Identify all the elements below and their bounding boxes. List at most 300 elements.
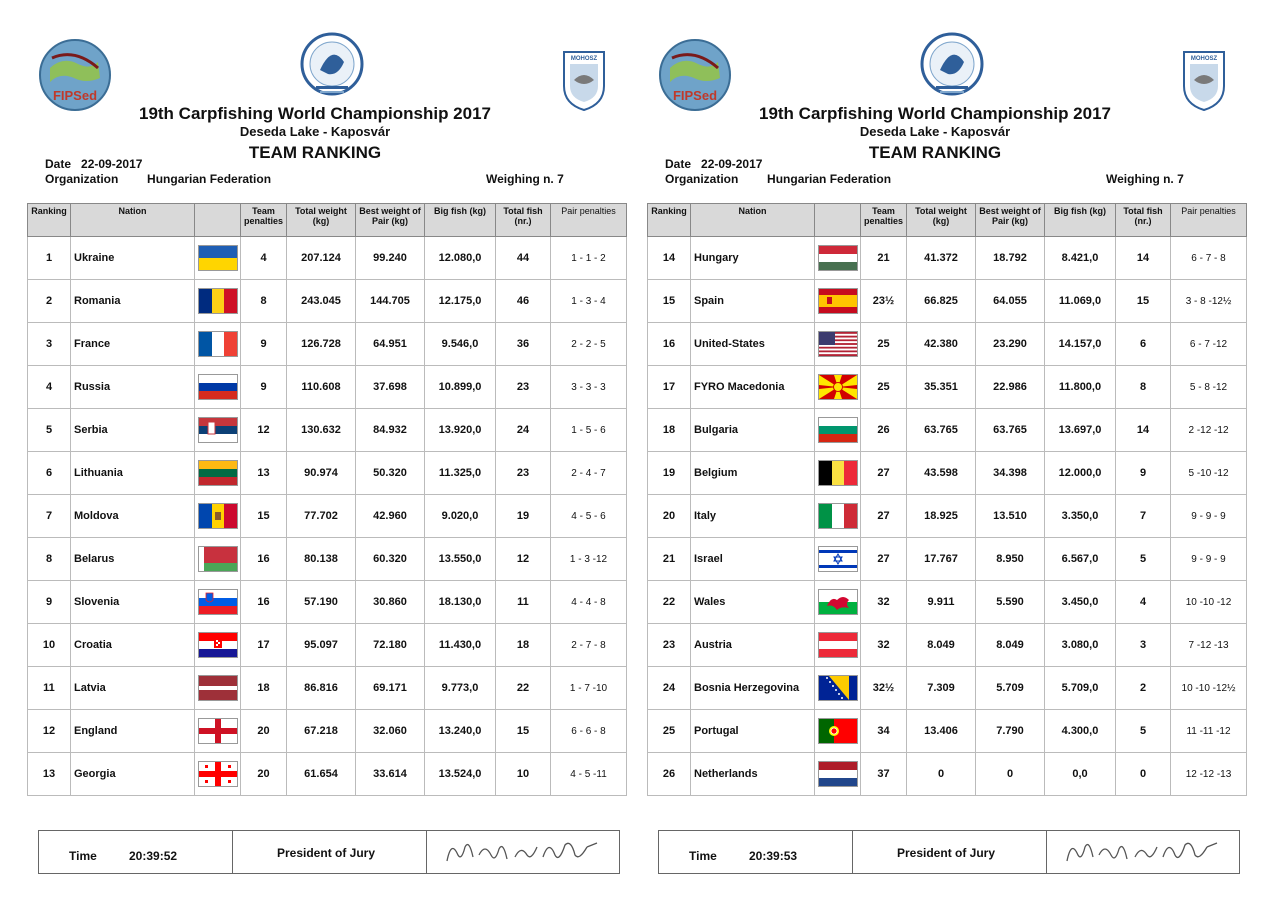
table-row [28, 495, 627, 538]
table-row [648, 538, 1247, 581]
total-fish-cell: 10 [496, 753, 551, 796]
total-fish-cell: 12 [496, 538, 551, 581]
big-fish-cell: 18.130,0 [425, 581, 496, 624]
team-penalties-cell: 37 [861, 753, 907, 796]
team-penalties-cell: 25 [861, 366, 907, 409]
total-weight-cell: 126.728 [287, 323, 356, 366]
president-of-jury-label: President of Jury [897, 846, 996, 860]
rank-cell: 11 [28, 667, 71, 710]
col-flag [815, 204, 861, 237]
jury-signature [437, 835, 607, 874]
nation-cell: Bosnia Herzegovina [691, 667, 815, 710]
flag-cell [815, 452, 861, 495]
jury-footer [658, 830, 1240, 874]
big-fish-cell: 12.000,0 [1045, 452, 1116, 495]
total-weight-cell: 41.372 [907, 237, 976, 280]
best-weight-pair-cell: 144.705 [356, 280, 425, 323]
col-nation: Nation [71, 204, 195, 237]
moldova-flag-icon [199, 504, 237, 528]
total-weight-cell: 243.045 [287, 280, 356, 323]
table-row [648, 581, 1247, 624]
nation-cell: Latvia [71, 667, 195, 710]
team-penalties-cell: 4 [241, 237, 287, 280]
big-fish-cell: 12.175,0 [425, 280, 496, 323]
nation-cell: Hungary [691, 237, 815, 280]
team-penalties-cell: 23½ [861, 280, 907, 323]
nation-cell: Russia [71, 366, 195, 409]
table-row [648, 237, 1247, 280]
col-ranking: Ranking [648, 204, 691, 237]
georgia-flag-icon [199, 762, 237, 786]
pair-penalties-cell: 5 - 8 -12 [1171, 366, 1247, 409]
table-row [28, 366, 627, 409]
big-fish-cell: 13.920,0 [425, 409, 496, 452]
total-fish-cell: 8 [1116, 366, 1171, 409]
pair-penalties-cell: 12 -12 -13 [1171, 753, 1247, 796]
ranking-rows [648, 237, 1247, 796]
pair-penalties-cell: 7 -12 -13 [1171, 624, 1247, 667]
flag-cell [195, 581, 241, 624]
england-flag-icon [199, 719, 237, 743]
austria-flag-icon [819, 633, 857, 657]
organization-value: Hungarian Federation [767, 172, 892, 186]
mohosz-logo [560, 46, 608, 112]
france-flag-icon [199, 332, 237, 356]
flag-cell [815, 237, 861, 280]
rank-cell: 25 [648, 710, 691, 753]
macedonia-flag-icon [819, 375, 857, 399]
pair-penalties-cell: 1 - 1 - 2 [551, 237, 627, 280]
total-fish-cell: 14 [1116, 237, 1171, 280]
col-best-weight-pair: Best weight of Pair (kg) [356, 204, 425, 237]
flag-cell [195, 366, 241, 409]
best-weight-pair-cell: 99.240 [356, 237, 425, 280]
russia-flag-icon [199, 375, 237, 399]
rank-cell: 6 [28, 452, 71, 495]
total-fish-cell: 4 [1116, 581, 1171, 624]
pair-penalties-cell: 11 -11 -12 [1171, 710, 1247, 753]
big-fish-cell: 13.524,0 [425, 753, 496, 796]
rank-cell: 18 [648, 409, 691, 452]
total-weight-cell: 66.825 [907, 280, 976, 323]
total-weight-cell: 61.654 [287, 753, 356, 796]
best-weight-pair-cell: 33.614 [356, 753, 425, 796]
table-row [28, 409, 627, 452]
president-of-jury-label: President of Jury [277, 846, 376, 860]
total-weight-cell: 63.765 [907, 409, 976, 452]
rank-cell: 17 [648, 366, 691, 409]
footer-divider [426, 831, 427, 873]
total-fish-cell: 6 [1116, 323, 1171, 366]
flag-cell [815, 753, 861, 796]
big-fish-cell: 13.240,0 [425, 710, 496, 753]
venue-subtitle: Deseda Lake - Kaposvár [239, 124, 391, 139]
date-line [45, 157, 142, 171]
best-weight-pair-cell: 32.060 [356, 710, 425, 753]
ranking-table [647, 203, 1247, 796]
total-fish-cell: 18 [496, 624, 551, 667]
best-weight-pair-cell: 8.049 [976, 624, 1045, 667]
col-nation: Nation [691, 204, 815, 237]
big-fish-cell: 9.546,0 [425, 323, 496, 366]
rank-cell: 10 [28, 624, 71, 667]
romania-flag-icon [199, 289, 237, 313]
flag-cell [195, 538, 241, 581]
nation-cell: Bulgaria [691, 409, 815, 452]
total-weight-cell: 207.124 [287, 237, 356, 280]
mohosz-logo [1180, 46, 1228, 112]
jury-footer [38, 830, 620, 874]
total-weight-cell: 0 [907, 753, 976, 796]
table-row [28, 237, 627, 280]
total-fish-cell: 5 [1116, 710, 1171, 753]
total-weight-cell: 13.406 [907, 710, 976, 753]
team-penalties-cell: 20 [241, 710, 287, 753]
rank-cell: 13 [28, 753, 71, 796]
team-penalties-cell: 32 [861, 581, 907, 624]
rank-cell: 2 [28, 280, 71, 323]
flag-cell [815, 581, 861, 624]
total-weight-cell: 80.138 [287, 538, 356, 581]
big-fish-cell: 0,0 [1045, 753, 1116, 796]
flag-cell [195, 237, 241, 280]
team-penalties-cell: 21 [861, 237, 907, 280]
big-fish-cell: 8.421,0 [1045, 237, 1116, 280]
flag-cell [195, 280, 241, 323]
nation-cell: France [71, 323, 195, 366]
footer-divider [232, 831, 233, 873]
total-fish-cell: 19 [496, 495, 551, 538]
flag-cell [815, 409, 861, 452]
team-penalties-cell: 27 [861, 538, 907, 581]
ukraine-flag-icon [199, 246, 237, 270]
pair-penalties-cell: 2 - 7 - 8 [551, 624, 627, 667]
championship-emblem [918, 30, 986, 102]
total-weight-cell: 110.608 [287, 366, 356, 409]
time-label: Time [689, 849, 717, 863]
best-weight-pair-cell: 8.950 [976, 538, 1045, 581]
rank-cell: 24 [648, 667, 691, 710]
nation-cell: Netherlands [691, 753, 815, 796]
col-big-fish: Big fish (kg) [1045, 204, 1116, 237]
pair-penalties-cell: 1 - 3 - 4 [551, 280, 627, 323]
total-weight-cell: 77.702 [287, 495, 356, 538]
table-row [28, 538, 627, 581]
best-weight-pair-cell: 34.398 [976, 452, 1045, 495]
flag-cell [195, 495, 241, 538]
total-fish-cell: 24 [496, 409, 551, 452]
col-team-penalties: Team penalties [241, 204, 287, 237]
best-weight-pair-cell: 84.932 [356, 409, 425, 452]
table-row [648, 409, 1247, 452]
best-weight-pair-cell: 69.171 [356, 667, 425, 710]
nation-cell: Austria [691, 624, 815, 667]
pair-penalties-cell: 5 -10 -12 [1171, 452, 1247, 495]
table-row [648, 366, 1247, 409]
big-fish-cell: 11.069,0 [1045, 280, 1116, 323]
team-penalties-cell: 16 [241, 538, 287, 581]
slovenia-flag-icon [199, 590, 237, 614]
ranking-table [27, 203, 627, 796]
best-weight-pair-cell: 7.790 [976, 710, 1045, 753]
date-value: 22-09-2017 [701, 157, 763, 171]
team-penalties-cell: 18 [241, 667, 287, 710]
weighing-number: Weighing n. 7 [486, 172, 564, 186]
flag-cell [815, 280, 861, 323]
bulgaria-flag-icon [819, 418, 857, 442]
nation-cell: Romania [71, 280, 195, 323]
rank-cell: 7 [28, 495, 71, 538]
team-penalties-cell: 34 [861, 710, 907, 753]
flag-cell [195, 452, 241, 495]
pair-penalties-cell: 4 - 5 -11 [551, 753, 627, 796]
pair-penalties-cell: 4 - 5 - 6 [551, 495, 627, 538]
rank-cell: 26 [648, 753, 691, 796]
table-row [648, 667, 1247, 710]
big-fish-cell: 3.450,0 [1045, 581, 1116, 624]
rank-cell: 3 [28, 323, 71, 366]
pair-penalties-cell: 9 - 9 - 9 [1171, 538, 1247, 581]
footer-divider [1046, 831, 1047, 873]
lithuania-flag-icon [199, 461, 237, 485]
table-row [648, 452, 1247, 495]
rank-cell: 15 [648, 280, 691, 323]
rank-cell: 14 [648, 237, 691, 280]
ranking-panel-right [640, 0, 1250, 904]
spain-flag-icon [819, 289, 857, 313]
pair-penalties-cell: 9 - 9 - 9 [1171, 495, 1247, 538]
col-total-fish: Total fish (nr.) [1116, 204, 1171, 237]
total-weight-cell: 35.351 [907, 366, 976, 409]
date-label: Date [665, 157, 692, 171]
organization-line [45, 172, 271, 186]
total-weight-cell: 8.049 [907, 624, 976, 667]
team-penalties-cell: 15 [241, 495, 287, 538]
table-row [28, 753, 627, 796]
total-weight-cell: 95.097 [287, 624, 356, 667]
nation-cell: Ukraine [71, 237, 195, 280]
total-fish-cell: 7 [1116, 495, 1171, 538]
pair-penalties-cell: 1 - 7 -10 [551, 667, 627, 710]
svg-text:FIPSed: FIPSed [52, 88, 98, 103]
team-penalties-cell: 32½ [861, 667, 907, 710]
organization-line [665, 172, 891, 186]
pair-penalties-cell: 2 -12 -12 [1171, 409, 1247, 452]
svg-text:MOHOSZ: MOHOSZ [1190, 56, 1218, 62]
big-fish-cell: 3.350,0 [1045, 495, 1116, 538]
rank-cell: 8 [28, 538, 71, 581]
organization-label: Organization [45, 172, 119, 186]
big-fish-cell: 11.800,0 [1045, 366, 1116, 409]
table-row [28, 581, 627, 624]
rank-cell: 9 [28, 581, 71, 624]
netherlands-flag-icon [819, 762, 857, 786]
pair-penalties-cell: 10 -10 -12½ [1171, 667, 1247, 710]
total-weight-cell: 42.380 [907, 323, 976, 366]
pair-penalties-cell: 3 - 3 - 3 [551, 366, 627, 409]
wales-flag-icon [819, 590, 857, 614]
team-penalties-cell: 20 [241, 753, 287, 796]
organization-value: Hungarian Federation [147, 172, 272, 186]
rank-cell: 19 [648, 452, 691, 495]
total-weight-cell: 17.767 [907, 538, 976, 581]
total-fish-cell: 9 [1116, 452, 1171, 495]
flag-cell [815, 366, 861, 409]
pair-penalties-cell: 10 -10 -12 [1171, 581, 1247, 624]
pair-penalties-cell: 1 - 5 - 6 [551, 409, 627, 452]
best-weight-pair-cell: 30.860 [356, 581, 425, 624]
total-fish-cell: 14 [1116, 409, 1171, 452]
flag-cell [815, 538, 861, 581]
big-fish-cell: 6.567,0 [1045, 538, 1116, 581]
big-fish-cell: 11.325,0 [425, 452, 496, 495]
team-penalties-cell: 17 [241, 624, 287, 667]
fipsed-logo [38, 38, 112, 112]
italy-flag-icon [819, 504, 857, 528]
total-fish-cell: 15 [496, 710, 551, 753]
big-fish-cell: 13.550,0 [425, 538, 496, 581]
flag-cell [195, 323, 241, 366]
organization-label: Organization [665, 172, 739, 186]
total-weight-cell: 67.218 [287, 710, 356, 753]
rank-cell: 20 [648, 495, 691, 538]
total-fish-cell: 5 [1116, 538, 1171, 581]
table-row [28, 452, 627, 495]
rank-cell: 22 [648, 581, 691, 624]
team-penalties-cell: 25 [861, 323, 907, 366]
flag-cell [195, 753, 241, 796]
big-fish-cell: 4.300,0 [1045, 710, 1116, 753]
date-value: 22-09-2017 [81, 157, 143, 171]
big-fish-cell: 9.020,0 [425, 495, 496, 538]
ranking-rows [28, 237, 627, 796]
total-fish-cell: 22 [496, 667, 551, 710]
jury-signature [1057, 835, 1227, 874]
nation-cell: FYRO Macedonia [691, 366, 815, 409]
best-weight-pair-cell: 18.792 [976, 237, 1045, 280]
best-weight-pair-cell: 63.765 [976, 409, 1045, 452]
best-weight-pair-cell: 60.320 [356, 538, 425, 581]
pair-penalties-cell: 3 - 8 -12½ [1171, 280, 1247, 323]
big-fish-cell: 11.430,0 [425, 624, 496, 667]
bosnia-flag-icon [819, 676, 857, 700]
total-fish-cell: 36 [496, 323, 551, 366]
table-row [28, 280, 627, 323]
belarus-flag-icon [199, 547, 237, 571]
ranking-panel-left [20, 0, 630, 904]
latvia-flag-icon [199, 676, 237, 700]
hungary-flag-icon [819, 246, 857, 270]
total-fish-cell: 11 [496, 581, 551, 624]
table-row [648, 495, 1247, 538]
table-row [648, 624, 1247, 667]
pair-penalties-cell: 2 - 2 - 5 [551, 323, 627, 366]
pair-penalties-cell: 6 - 6 - 8 [551, 710, 627, 753]
nation-cell: Israel [691, 538, 815, 581]
svg-text:MOHOSZ: MOHOSZ [570, 56, 598, 62]
nation-cell: Moldova [71, 495, 195, 538]
flag-cell [195, 624, 241, 667]
serbia-flag-icon [199, 418, 237, 442]
flag-cell [815, 624, 861, 667]
best-weight-pair-cell: 50.320 [356, 452, 425, 495]
belgium-flag-icon [819, 461, 857, 485]
flag-cell [815, 667, 861, 710]
best-weight-pair-cell: 5.590 [976, 581, 1045, 624]
best-weight-pair-cell: 64.951 [356, 323, 425, 366]
big-fish-cell: 3.080,0 [1045, 624, 1116, 667]
col-pair-penalties: Pair penalties [551, 204, 627, 237]
table-row [28, 710, 627, 753]
rank-cell: 16 [648, 323, 691, 366]
nation-cell: Belarus [71, 538, 195, 581]
total-weight-cell: 43.598 [907, 452, 976, 495]
nation-cell: Lithuania [71, 452, 195, 495]
team-penalties-cell: 16 [241, 581, 287, 624]
col-team-penalties: Team penalties [861, 204, 907, 237]
total-fish-cell: 46 [496, 280, 551, 323]
total-weight-cell: 7.309 [907, 667, 976, 710]
team-penalties-cell: 26 [861, 409, 907, 452]
rank-cell: 4 [28, 366, 71, 409]
rank-cell: 23 [648, 624, 691, 667]
total-weight-cell: 86.816 [287, 667, 356, 710]
date-line [665, 157, 762, 171]
nation-cell: Belgium [691, 452, 815, 495]
table-row [28, 323, 627, 366]
table-row [28, 624, 627, 667]
israel-flag-icon [819, 547, 857, 571]
championship-emblem [298, 30, 366, 102]
best-weight-pair-cell: 42.960 [356, 495, 425, 538]
team-penalties-cell: 32 [861, 624, 907, 667]
total-weight-cell: 18.925 [907, 495, 976, 538]
nation-cell: Italy [691, 495, 815, 538]
time-label: Time [69, 849, 97, 863]
table-header [648, 204, 1247, 237]
championship-title: 19th Carpfishing World Championship 2017 [138, 104, 491, 123]
rank-cell: 12 [28, 710, 71, 753]
nation-cell: Croatia [71, 624, 195, 667]
time-value: 20:39:53 [749, 849, 798, 863]
venue-subtitle: Deseda Lake - Kaposvár [859, 124, 1011, 139]
best-weight-pair-cell: 72.180 [356, 624, 425, 667]
best-weight-pair-cell: 64.055 [976, 280, 1045, 323]
total-weight-cell: 57.190 [287, 581, 356, 624]
col-total-fish: Total fish (nr.) [496, 204, 551, 237]
flag-cell [815, 323, 861, 366]
championship-title: 19th Carpfishing World Championship 2017 [758, 104, 1111, 123]
nation-cell: England [71, 710, 195, 753]
nation-cell: Wales [691, 581, 815, 624]
total-fish-cell: 2 [1116, 667, 1171, 710]
rank-cell: 21 [648, 538, 691, 581]
best-weight-pair-cell: 22.986 [976, 366, 1045, 409]
team-penalties-cell: 9 [241, 366, 287, 409]
footer-divider [852, 831, 853, 873]
table-header [28, 204, 627, 237]
croatia-flag-icon [199, 633, 237, 657]
nation-cell: Portugal [691, 710, 815, 753]
big-fish-cell: 12.080,0 [425, 237, 496, 280]
big-fish-cell: 14.157,0 [1045, 323, 1116, 366]
table-row [648, 280, 1247, 323]
total-weight-cell: 90.974 [287, 452, 356, 495]
weighing-number: Weighing n. 7 [1106, 172, 1184, 186]
pair-penalties-cell: 6 - 7 - 8 [1171, 237, 1247, 280]
total-fish-cell: 23 [496, 452, 551, 495]
pair-penalties-cell: 6 - 7 -12 [1171, 323, 1247, 366]
